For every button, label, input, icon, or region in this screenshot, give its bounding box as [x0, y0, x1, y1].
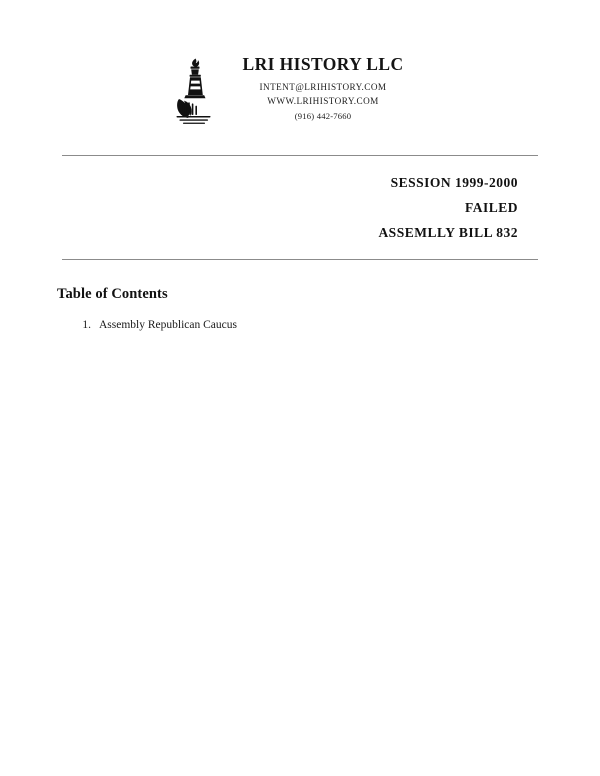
list-item[interactable] [69, 319, 538, 331]
company-website: WWW.LRIHISTORY.COM [267, 96, 379, 106]
toc-item-number: 1. [82, 319, 91, 331]
bill-number: ASSEMLLY BILL 832 [378, 225, 518, 240]
table-of-contents [0, 260, 600, 331]
company-phone: (916) 442-7660 [294, 111, 352, 121]
page-title: Table of Contents [57, 286, 168, 302]
session-status: FAILED [464, 200, 518, 215]
company-email: INTENT@LRIHISTORY.COM [259, 82, 387, 92]
toc-list [57, 319, 538, 331]
session-block [0, 156, 600, 241]
toc-item-label: Assembly Republican Caucus [99, 319, 237, 331]
letterhead [0, 0, 600, 128]
lighthouse-logo-icon [157, 56, 233, 128]
company-name: LRI HISTORY LLC [242, 54, 404, 74]
session-line: SESSION 1999-2000 [390, 175, 518, 190]
letterhead-text [243, 54, 444, 125]
